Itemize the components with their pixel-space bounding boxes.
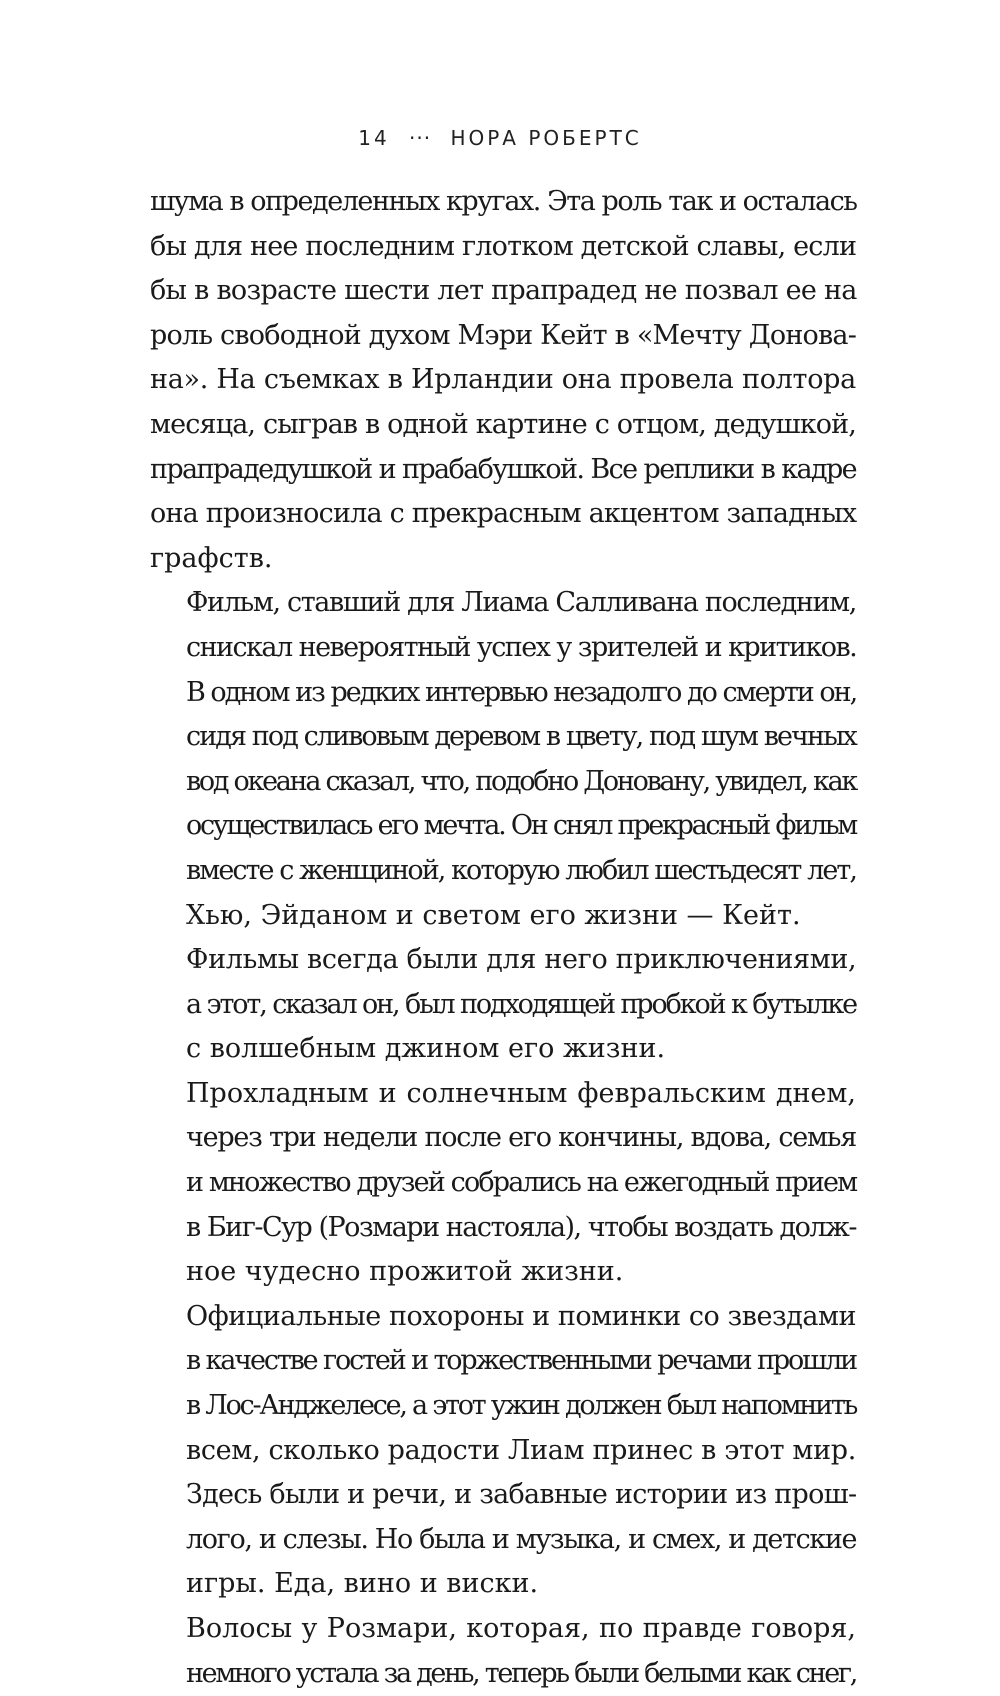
text-line: бы в возрасте шести лет прапрадед не позвал ее на: [150, 275, 857, 307]
text-line: Волосы у Розмари, которая, по правде говоря,: [186, 1613, 856, 1644]
text-line: через три недели после его кончины, вдова, семья: [186, 1122, 856, 1154]
text-line: Хью, Эйданом и светом его жизни — Кейт.: [186, 899, 801, 931]
text-line: Здесь были и речи, и забавные истории из прош-: [186, 1479, 857, 1511]
text-line: в качестве гостей и торжественными речами прошли: [186, 1345, 856, 1377]
text-line: игры. Еда, вино и виски.: [186, 1568, 539, 1600]
text-line: в Биг-Сур (Розмари настояла), чтобы воздать долж-: [186, 1211, 856, 1243]
header-separator: ···: [409, 126, 432, 150]
text-line: прапрадедушкой и прабабушкой. Все реплики в кадре: [150, 453, 856, 485]
text-line: шума в определенных кругах. Эта роль так и осталась: [150, 186, 857, 217]
paragraph: [150, 938, 856, 1072]
text-line: и множество друзей собрались на ежегодный прием: [186, 1167, 857, 1199]
author-name: НОРА РОБЕРТС: [450, 126, 642, 150]
paragraph: [150, 1072, 856, 1295]
text-line: в Лос-Анджелесе, а этот ужин должен был напомнить: [186, 1390, 857, 1422]
running-head: [0, 124, 1000, 152]
body-text: [150, 180, 856, 1696]
text-line: Фильм, ставший для Лиама Салливана последним,: [186, 587, 856, 619]
text-line: вместе с женщиной, которую любил шестьдесят лет,: [186, 854, 856, 886]
text-line: месяца, сыграв в одной картине с отцом, дедушкой,: [150, 408, 856, 440]
paragraph: [150, 1473, 856, 1607]
text-line: Официальные похороны и поминки со звездами: [186, 1300, 856, 1332]
text-line: В одном из редких интервью незадолго до смерти он,: [186, 676, 857, 708]
text-line: всем, сколько радости Лиам принес в этот мир.: [186, 1434, 856, 1466]
text-line: осуществилась его мечта. Он снял прекрасный фильм: [186, 810, 856, 842]
paragraph: [150, 581, 856, 938]
text-line: она произносила с прекрасным акцентом западных: [150, 498, 857, 530]
text-line: немного устала за день, теперь были белыми как снег,: [186, 1657, 856, 1689]
text-line: вод океана сказал, что, подобно Доновану, увидел, как: [186, 765, 857, 797]
text-line: Фильмы всегда были для него приключениями,: [186, 944, 857, 976]
text-line: снискал невероятный успех у зрителей и критиков.: [186, 631, 857, 663]
paragraph: [150, 180, 856, 581]
text-line: с волшебным джином его жизни.: [186, 1033, 666, 1065]
text-line: на». На съемках в Ирландии она провела полтора: [150, 364, 856, 396]
text-line: Прохладным и солнечным февральским днем,: [186, 1077, 856, 1109]
text-line: сидя под сливовым деревом в цвету, под шум вечных: [186, 721, 856, 753]
text-line: а этот, сказал он, был подходящей пробкой к бутылке: [186, 988, 856, 1020]
text-line: ное чудесно прожитой жизни.: [186, 1256, 624, 1288]
page-number: 14: [358, 126, 390, 150]
text-line: графств.: [150, 542, 273, 574]
text-line: лого, и слезы. Но была и музыка, и смех, и детские: [186, 1523, 857, 1555]
text-line: роль свободной духом Мэри Кейт в «Мечту Донова-: [150, 319, 857, 351]
paragraph: [150, 1607, 856, 1696]
text-line: бы для нее последним глотком детской славы, если: [150, 230, 857, 262]
paragraph: [150, 1295, 856, 1473]
